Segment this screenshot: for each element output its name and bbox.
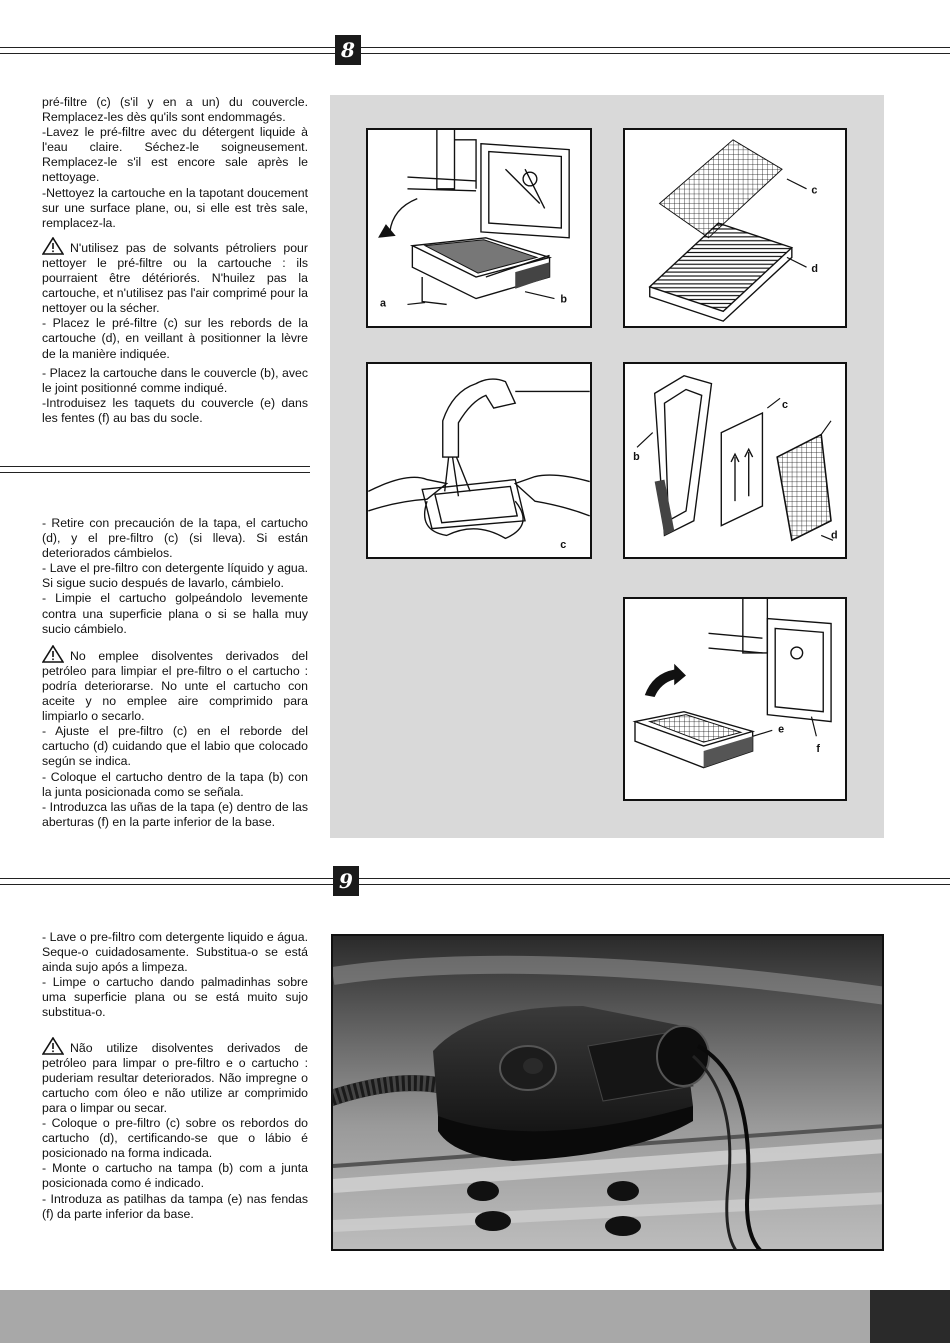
spanish-text: [42, 516, 308, 830]
power-connector-photo: [333, 936, 884, 1251]
exploded-drawing: [625, 364, 845, 557]
fr-warning: [42, 237, 308, 316]
fr-paragraph-6: -Introduisez les taquets du couvercle (e) dans les fentes (f) au bas du socle.: [42, 395, 308, 425]
prefilter-cartridge-drawing: [625, 130, 845, 326]
es-paragraph-2: - Lave el pre-filtro con detergente líquido y agua. Si sigue sucio después de lavarlo, cámbielo.: [42, 561, 308, 591]
washing-drawing: [368, 364, 590, 557]
illustration-panel: [330, 95, 884, 838]
pt-paragraph-3: - Coloque o pre-filtro (c) sobre os rebordos do cartucho (d), certificando-se que o lábio é posicionado na forma indicada.: [42, 1116, 308, 1161]
photo-power-connector: [331, 934, 884, 1251]
figure-reassembly: [623, 597, 847, 801]
section-9-rule-top: [0, 878, 950, 879]
section-8-rule-top: [0, 47, 950, 48]
fr-es-divider-top: [0, 466, 310, 467]
french-text: [42, 95, 308, 426]
es-paragraph-3: - Limpie el cartucho golpeándolo levemente contra una superficie plana o si se halla muy sucio cámbielo.: [42, 591, 308, 636]
fr-paragraph-2: -Lavez le pré-filtre avec du détergent liquide à l'eau claire. Séchez-le soigneusement. Remplacez-le s'il est encore sale après le nettoyage.: [42, 125, 308, 185]
fig4-label-b: b: [633, 451, 640, 464]
open-cover-drawing: [368, 130, 590, 326]
pt-warning: [42, 1037, 308, 1116]
es-paragraph-1: - Retire con precaución de la tapa, el cartucho (d), y el pre-filtro (c) (si lleva). Si están deteriorados cámbielos.: [42, 516, 308, 561]
warning-icon: [42, 237, 64, 255]
figure-exploded: [623, 362, 847, 559]
fig1-label-b: b: [560, 293, 567, 306]
section-8-rule-bottom: [0, 53, 950, 54]
fr-paragraph-4: - Placez le pré-filtre (c) sur les rebords de la cartouche (d), en veillant à positionner la lèvre de la manière indiquée.: [42, 316, 308, 361]
reassembly-drawing: [625, 599, 845, 799]
warning-icon: [42, 645, 64, 663]
fig1-label-a: a: [380, 297, 387, 310]
page-number-tab: [870, 1290, 950, 1343]
section-8-number: 8: [335, 35, 361, 65]
fig4-label-c: c: [782, 399, 789, 412]
pt-paragraph-1: - Lave o pre-filtro com detergente liquido e água. Seque-o cuidadosamente. Substitua-o se está ainda sujo após a limpeza.: [42, 930, 308, 975]
fig5-label-e: e: [778, 723, 785, 736]
es-warning: [42, 645, 308, 724]
portuguese-text: [42, 930, 308, 1222]
fr-paragraph-5: - Placez la cartouche dans le couvercle (b), avec le joint positionné comme indiqué.: [42, 365, 308, 395]
es-paragraph-4: - Ajuste el pre-filtro (c) en el reborde del cartucho (d) cuidando que el labio que colocado según se indica.: [42, 724, 308, 769]
pt-paragraph-2: - Limpe o cartucho dando palmadinhas sobre uma superficie plana ou se está muito sujo substitua-o.: [42, 975, 308, 1020]
fig3-label-c: c: [560, 539, 567, 552]
figure-prefilter-cartridge: [623, 128, 847, 328]
es-paragraph-6: - Introduzca las uñas de la tapa (e) dentro de las aberturas (f) en la parte inferior de la base.: [42, 799, 308, 829]
fr-paragraph-3: -Nettoyez la cartouche en la tapotant doucement sur une surface plane, ou, si elle est très sale, remplacez-la.: [42, 185, 308, 230]
warning-icon: [42, 1037, 64, 1055]
fr-warning-text: N'utilisez pas de solvants pétroliers pour nettoyer le pré-filtre ou la cartouche : ils pourraient être détériorés. N'huilez pas la cartouche, et n'utilisez pas l'air comprimé pour la nettoyer ou la sécher.: [42, 240, 308, 316]
section-9-number: 9: [333, 866, 359, 896]
es-paragraph-5: - Coloque el cartucho dentro de la tapa (b) con la junta posicionada como se señala.: [42, 769, 308, 799]
fig4-label-d: d: [831, 529, 838, 542]
pt-paragraph-5: - Introduza as patilhas da tampa (e) nas fendas (f) da parte inferior da base.: [42, 1191, 308, 1221]
pt-paragraph-4: - Monte o cartucho na tampa (b) com a junta posicionada como é indicado.: [42, 1161, 308, 1191]
pt-warning-text: Não utilize disolventes derivados de petróleo para limpar o pre-filtro e o cartucho : puderiam resultar deteriorados. Não impregne o cartucho com óleo e não utilize ar comprimido para o limpar ou secar.: [42, 1040, 308, 1115]
figure-washing: [366, 362, 592, 559]
fig2-label-c: c: [811, 184, 818, 197]
footer-bar: [0, 1290, 950, 1343]
fig5-label-f: f: [816, 742, 820, 755]
figure-open-cover: [366, 128, 592, 328]
fr-es-divider-bottom: [0, 472, 310, 473]
fig2-label-d: d: [811, 263, 819, 276]
section-9-rule-bottom: [0, 884, 950, 885]
fr-paragraph-1: pré-filtre (c) (s'il y en a un) du couvercle. Remplacez-les dès qu'ils sont endommagés.: [42, 95, 308, 125]
es-warning-text: No emplee disolventes derivados del petróleo para limpiar el pre-filtro o el cartucho : podría deteriorarse. No unte el cartucho con aceite y no emplee aire comprimido para limpiarlo o secarlo.: [42, 648, 308, 724]
